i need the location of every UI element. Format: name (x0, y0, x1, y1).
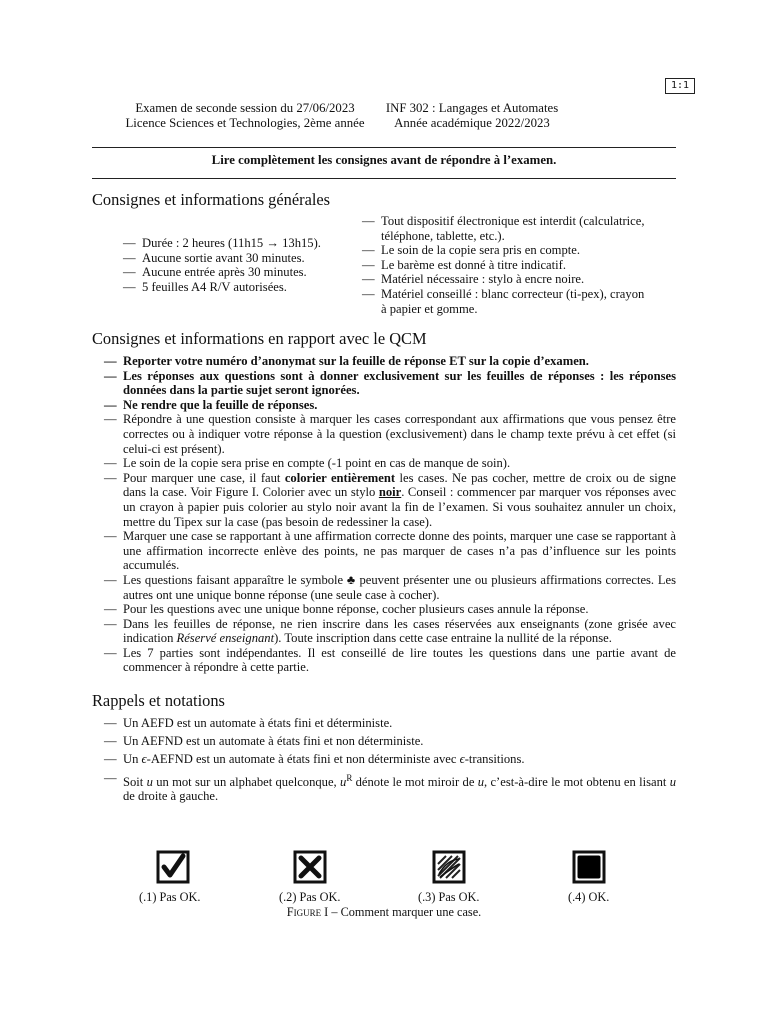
text-run: de droite à gauche. (123, 789, 219, 804)
list-item: — Matériel conseillé : blanc correcteur (ti-pex), crayon à papier et gomme. (362, 287, 650, 316)
math-symbol: u (477, 774, 485, 789)
list-item: — Ne rendre que la feuille de réponses. (104, 398, 676, 413)
list-item: — Reporter votre numéro d’anonymat sur la feuille de réponse ET sur la copie d’examen. (104, 354, 676, 369)
list-item (104, 573, 676, 602)
list-item: — Le soin de la copie sera prise en compte (-1 point en cas de manque de soin). (104, 456, 676, 471)
section-general-title: Consignes et informations générales (92, 190, 331, 209)
figure-caption-4: (.4) OK. (568, 890, 610, 904)
list-item: — Durée : 2 heures (11h15 → 13h15). (123, 236, 363, 251)
checkmark-box-icon (156, 850, 190, 884)
bottom-rule (92, 178, 676, 179)
figure-caption-text: – Comment marquer une case. (328, 905, 482, 919)
math-superscript: R (346, 772, 353, 783)
list-item (104, 617, 676, 646)
club-symbol-icon: ♣ (346, 572, 356, 587)
section-notations-title: Rappels et notations (92, 691, 225, 710)
text-run: Soit (123, 774, 147, 789)
degree-program: Licence Sciences et Technologies, 2ème année (125, 116, 365, 130)
instruction-banner: Lire complètement les consignes avant de répondre à l’examen. (211, 153, 557, 167)
text-run: dénote le mot miroir de (352, 774, 478, 789)
list-item: — Un AEFND est un automate à états fini et non déterministe. (104, 734, 676, 749)
math-symbol: ϵ (141, 752, 147, 767)
list-item: — Marquer une case se rapportant à une affirmation correcte donne des points, marquer une case se rapportant à une affirmation incorrecte enlève des points, ne pas marquer de cases n’a pas d’influence sur les points accumulés. (104, 529, 676, 573)
list-item: — Aucune entrée après 30 minutes. (123, 265, 363, 280)
math-symbol: u (669, 774, 676, 789)
text-run: Pour marquer une case, il faut (123, 470, 285, 485)
list-item: — Pour les questions avec une unique bonne réponse, cocher plusieurs cases annule la réponse. (104, 602, 676, 617)
math-symbol: ϵ (459, 752, 465, 767)
page-id-box: 1:1 (665, 78, 695, 94)
figure-caption-3: (.3) Pas OK. (418, 890, 480, 904)
text-run: ). Toute inscription dans cette case entraine la nullité de la réponse. (274, 631, 612, 646)
exam-session: Examen de seconde session du 27/06/2023 (135, 101, 355, 115)
notations-list (104, 716, 676, 808)
italic-text: Réservé enseignant (176, 631, 275, 646)
course-title: INF 302 : Langages et Automates (385, 101, 559, 115)
list-item: — Aucune sortie avant 30 minutes. (123, 251, 363, 266)
list-item (104, 752, 676, 767)
general-right-list (362, 214, 650, 316)
figure-caption-2: (.2) Pas OK. (279, 890, 341, 904)
emphasis-text: colorier entièrement (284, 470, 396, 485)
text-run: un mot sur un alphabet quelconque, (152, 774, 341, 789)
header-right (372, 101, 572, 131)
list-item (104, 471, 676, 529)
general-left-list (123, 236, 363, 294)
qcm-list (104, 354, 676, 675)
text-run: Dans les feuilles de réponse, ne rien inscrire dans les cases réservées aux enseignants (zone grisée avec indication (123, 616, 676, 646)
top-rule (92, 147, 676, 148)
header-left (100, 101, 390, 131)
text-run: peuvent présenter une ou plusieurs affirmations correctes. Les autres ont une unique bonne réponse (une seule case à cocher). (123, 572, 677, 602)
list-item: — Tout dispositif électronique est interdit (calculatrice, téléphone, tablette, etc.). (362, 214, 650, 243)
figure-label: Figure I (286, 905, 329, 919)
list-item: — Le soin de la copie sera pris en compte. (362, 243, 650, 258)
text-run: -transitions. (464, 752, 525, 767)
text-run: les cases. Ne pas cocher, mettre de croix ou de signe dans la case. Voir Figure I. Colorier avec un stylo (123, 470, 676, 500)
math-symbol: u (340, 774, 347, 789)
list-item: — Matériel nécessaire : stylo à encre noire. (362, 272, 650, 287)
list-item: — 5 feuilles A4 R/V autorisées. (123, 280, 363, 295)
scribble-box-icon (432, 850, 466, 884)
list-item: — Les 7 parties sont indépendantes. Il est conseillé de lire toutes les questions dans une partie avant de commencer à répondre à cette partie. (104, 646, 676, 675)
math-symbol: u (146, 774, 153, 789)
list-item: — Un AEFD est un automate à états fini et déterministe. (104, 716, 676, 731)
text-run: Les questions faisant apparaître le symbole (123, 572, 347, 587)
filled-box-icon (572, 850, 606, 884)
section-qcm-title: Consignes et informations en rapport avec le QCM (92, 329, 427, 348)
text-run: , c’est-à-dire le mot obtenu en lisant (484, 774, 670, 789)
text-run: . Conseil : commencer par marquer vos réponses avec un crayon à papier puis colorier au stylo noir avant la fin de l’examen. Si vous souhaitez annuler un choix, mettre du Tipex sur la case (pas besoin de redessiner la case). (123, 485, 677, 529)
list-item: — Les réponses aux questions sont à donner exclusivement sur les feuilles de réponses : les réponses données dans la partie sujet seront ignorées. (104, 369, 676, 398)
list-item: — Le barème est donné à titre indicatif. (362, 258, 650, 273)
cross-box-icon (293, 850, 327, 884)
list-item: — Répondre à une question consiste à marquer les cases correspondant aux affirmations que vous pensez être correctes ou à indiquer votre réponse à la question (exclusivement) dans le champ texte prévu à cet effet (si celui-ci est présent). (104, 412, 676, 456)
figure-caption-1: (.1) Pas OK. (139, 890, 201, 904)
text-run: -AEFND est un automate à états fini et non déterministe avec (146, 752, 460, 767)
list-item (104, 771, 676, 804)
emphasis-text: noir (378, 485, 402, 500)
academic-year: Année académique 2022/2023 (394, 116, 550, 130)
text-run: Un (123, 752, 142, 767)
figure-title (0, 905, 768, 920)
